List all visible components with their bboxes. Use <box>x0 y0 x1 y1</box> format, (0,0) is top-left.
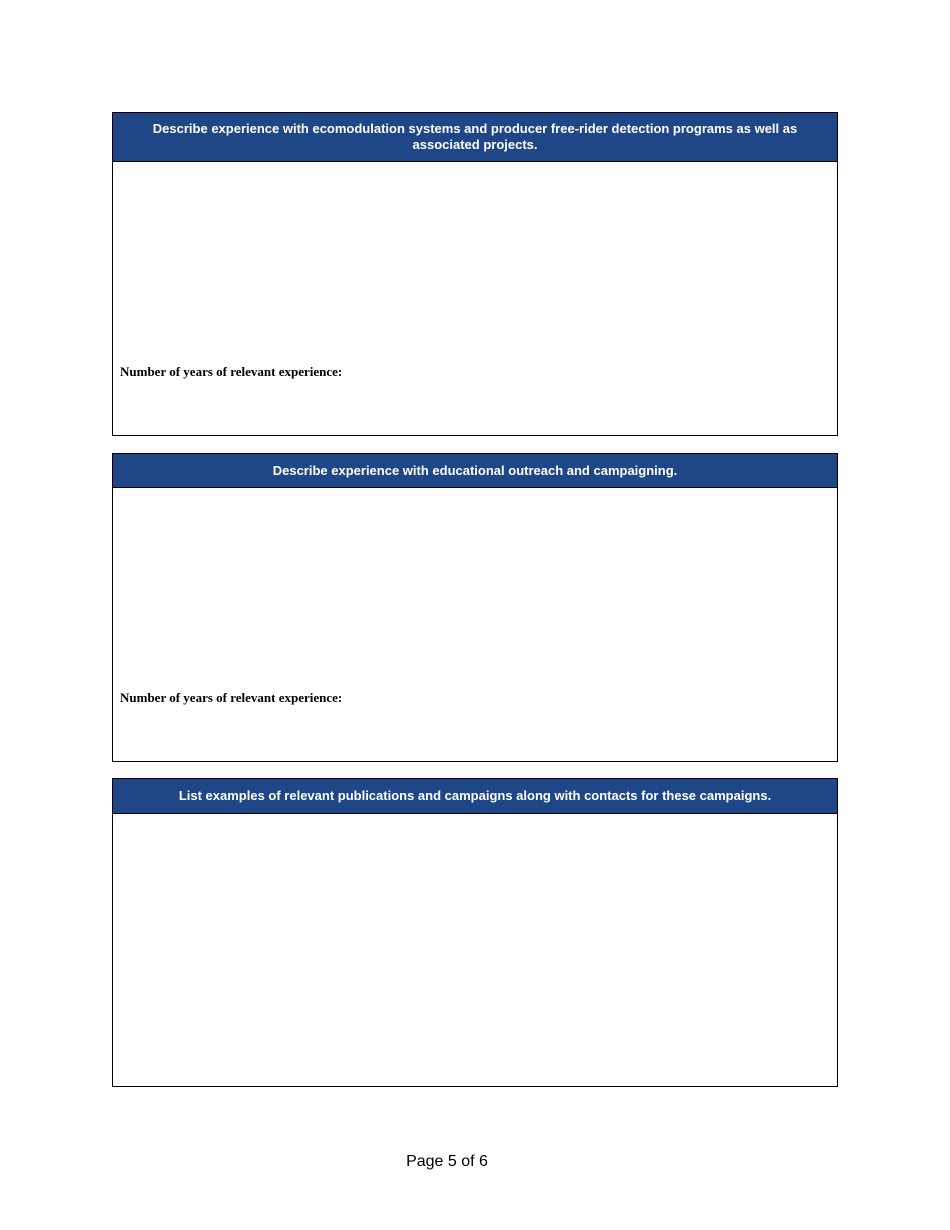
ecomodulation-years-label: Number of years of relevant experience: <box>120 364 343 379</box>
outreach-years-label: Number of years of relevant experience: <box>120 690 343 705</box>
publications-campaigns-section <box>112 778 838 1087</box>
ecomodulation-experience-section <box>112 112 838 436</box>
page-number: Page 5 of 6 <box>406 1153 488 1170</box>
outreach-experience-header: Describe experience with educational outreach and campaigning. <box>113 454 837 488</box>
outreach-experience-section <box>112 453 838 762</box>
publications-campaigns-header: List examples of relevant publications and campaigns along with contacts for these campaigns. <box>113 779 837 814</box>
ecomodulation-experience-header: Describe experience with ecomodulation systems and producer free-rider detection programs as well as associated projects. <box>113 113 837 162</box>
